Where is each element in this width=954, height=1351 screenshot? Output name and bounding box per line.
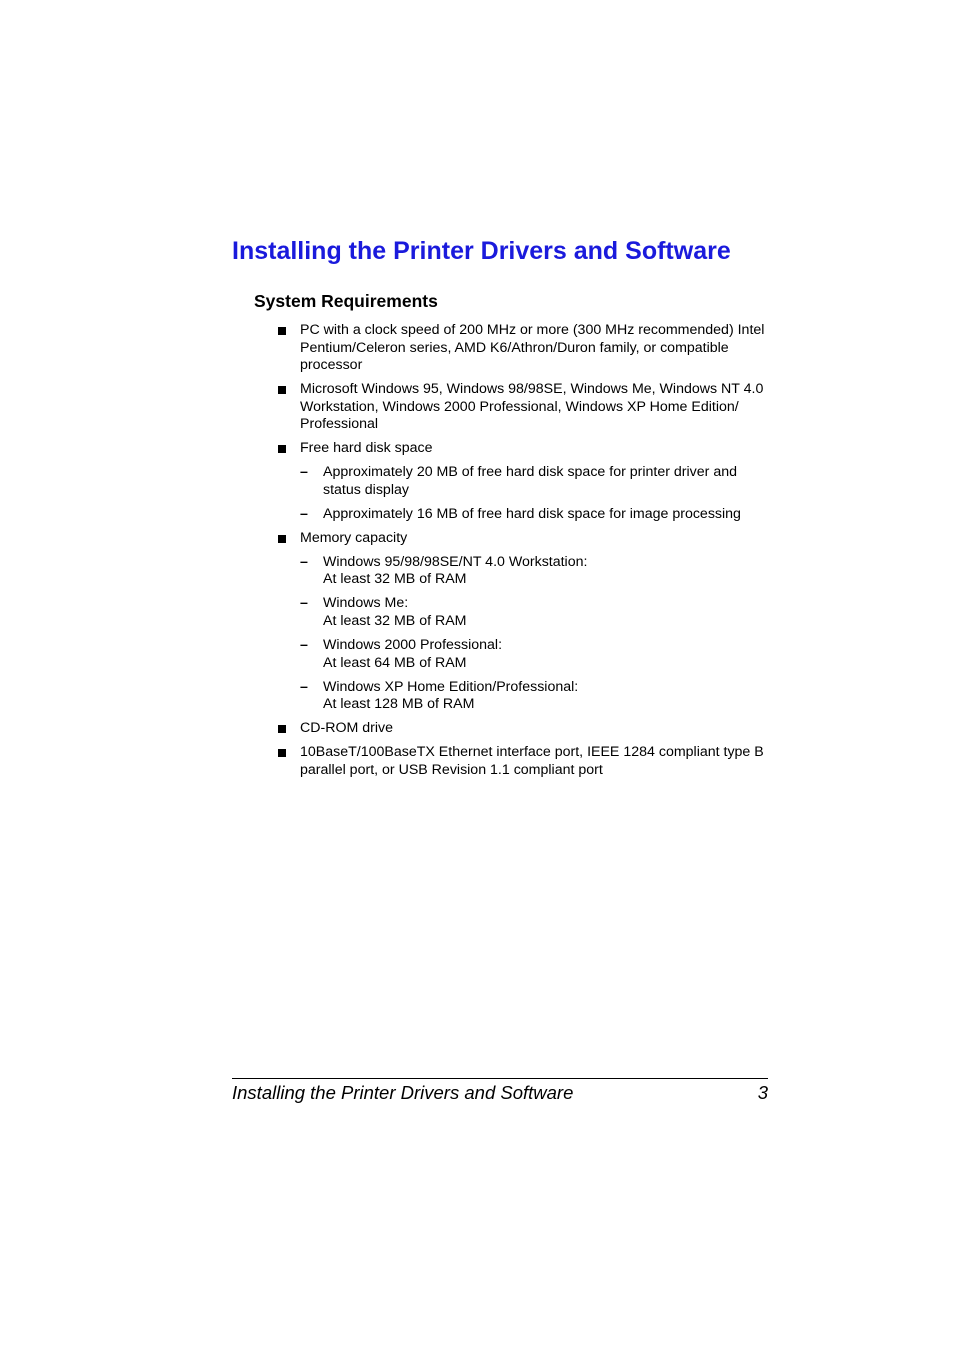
requirement-text-line: CD-ROM drive bbox=[300, 720, 394, 737]
sub-item-text-line: At least 32 MB of RAM bbox=[323, 571, 467, 588]
requirement-text-line: Workstation, Windows 2000 Professional, Windows XP Home Edition/ bbox=[300, 398, 739, 415]
requirement-text-line: 10BaseT/100BaseTX Ethernet interface port, IEEE 1284 compliant type B bbox=[300, 744, 764, 761]
sub-item-text-line: Windows 2000 Professional: bbox=[323, 637, 503, 654]
dash-bullet: – bbox=[300, 505, 308, 522]
page-title: Installing the Printer Drivers and Software bbox=[232, 237, 731, 265]
sub-item-text-line: status display bbox=[323, 481, 409, 498]
sub-item-text-line: Windows XP Home Edition/Professional: bbox=[323, 678, 579, 695]
requirement-item-cpu bbox=[277, 322, 772, 375]
requirement-text-line: processor bbox=[300, 357, 363, 374]
square-bullet-icon bbox=[278, 445, 286, 453]
dash-bullet: – bbox=[300, 553, 308, 570]
requirement-text-line: Pentium/Celeron series, AMD K6/Athron/Duron family, or compatible bbox=[300, 339, 729, 356]
memory-sublist bbox=[300, 554, 772, 714]
footer-divider bbox=[232, 1078, 768, 1079]
requirement-item-ports bbox=[277, 744, 772, 779]
requirement-text-line: Memory capacity bbox=[300, 529, 408, 546]
requirement-text-line: parallel port, or USB Revision 1.1 compliant port bbox=[300, 761, 603, 778]
sub-item-text-line: Windows Me: bbox=[323, 595, 409, 612]
dash-bullet: – bbox=[300, 464, 308, 481]
sub-item-text-line: At least 64 MB of RAM bbox=[323, 654, 467, 671]
requirement-text-line: Microsoft Windows 95, Windows 98/98SE, Windows Me, Windows NT 4.0 bbox=[300, 381, 764, 398]
footer-title: Installing the Printer Drivers and Software bbox=[232, 1082, 574, 1103]
requirement-item-os bbox=[277, 381, 772, 434]
square-bullet-icon bbox=[278, 535, 286, 543]
dash-bullet: – bbox=[300, 595, 308, 612]
sub-item-text-line: Windows 95/98/98SE/NT 4.0 Workstation: bbox=[323, 553, 588, 570]
sub-item-text-line: Approximately 16 MB of free hard disk space for image processing bbox=[323, 505, 741, 522]
sub-item-driver-space bbox=[300, 464, 772, 499]
dash-bullet: – bbox=[300, 637, 308, 654]
requirement-item-disk-space bbox=[277, 440, 772, 523]
requirement-item-cdrom bbox=[277, 720, 772, 738]
sub-item-memory-winme bbox=[300, 595, 772, 630]
sub-item-text-line: Approximately 20 MB of free hard disk space for printer driver and bbox=[323, 464, 737, 481]
requirement-text-line: Free hard disk space bbox=[300, 440, 433, 457]
disk-space-sublist bbox=[300, 464, 772, 523]
requirement-text-line: PC with a clock speed of 200 MHz or more (300 MHz recommended) Intel bbox=[300, 322, 765, 338]
page-number: 3 bbox=[757, 1082, 768, 1103]
sub-item-image-space bbox=[300, 506, 772, 524]
sub-item-memory-win2000 bbox=[300, 637, 772, 672]
requirements-list bbox=[277, 322, 772, 786]
square-bullet-icon bbox=[278, 327, 286, 335]
sub-item-text-line: At least 32 MB of RAM bbox=[323, 613, 467, 630]
sub-item-memory-winxp bbox=[300, 679, 772, 714]
square-bullet-icon bbox=[278, 749, 286, 757]
dash-bullet: – bbox=[300, 678, 308, 695]
sub-item-text-line: At least 128 MB of RAM bbox=[323, 696, 475, 713]
requirement-text-line: Professional bbox=[300, 416, 379, 433]
section-title: System Requirements bbox=[254, 291, 438, 311]
requirement-item-memory bbox=[277, 530, 772, 714]
sub-item-memory-win9x bbox=[300, 554, 772, 589]
square-bullet-icon bbox=[278, 386, 286, 394]
square-bullet-icon bbox=[278, 725, 286, 733]
